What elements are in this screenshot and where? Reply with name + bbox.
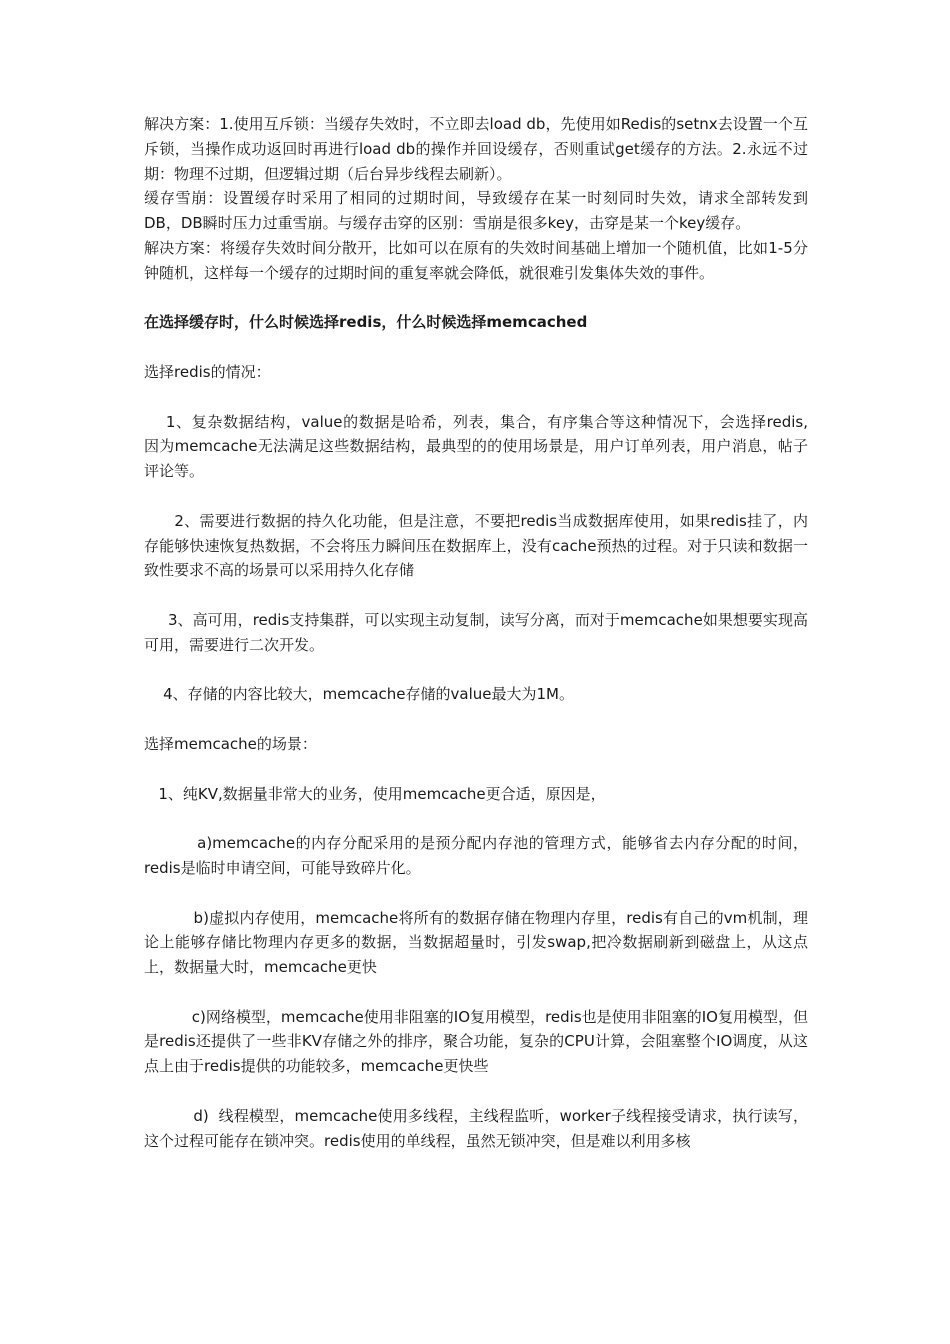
spacer (144, 881, 808, 906)
redis-reason-3: 3、高可用，redis支持集群，可以实现主动复制，读写分离，而对于memcache如果想要实现高可用，需要进行二次开发。 (144, 610, 808, 654)
spacer (144, 484, 808, 509)
redis-intro: 选择redis的情况： (144, 362, 271, 381)
paragraph-solution-mutex: 解决方案：1.使用互斥锁：当缓存失效时，不立即去load db，先使用如Redis的setnx去设置一个互斥锁，当操作成功返回时再进行load db的操作并回设缓存，否则重试get缓存的方法。2.永远不过期：物理不过期，但逻辑过期（后台异步线程去刷新）。 (144, 115, 808, 183)
paragraph-cache-avalanche: 缓存雪崩：设置缓存时采用了相同的过期时间，导致缓存在某一时刻同时失效，请求全部转发到DB，DB瞬时压力过重雪崩。与缓存击穿的区别：雪崩是很多key，击穿是某一个key缓存。 (144, 189, 808, 233)
spacer (144, 335, 808, 360)
memcache-reason-c: c)网络模型，memcache使用非阻塞的IO复用模型，redis也是使用非阻塞的IO复用模型，但是redis还提供了一些非KV存储之外的排序，聚合功能，复杂的CPU计算，会阻塞整个IO调度，从这点上由于redis提供的功能较多，memcache更快些 (144, 1007, 808, 1076)
spacer (144, 757, 808, 782)
spacer (144, 658, 808, 683)
spacer (144, 707, 808, 732)
redis-reason-2: 2、需要进行数据的持久化功能，但是注意，不要把redis当成数据库使用，如果redis挂了，内存能够快速恢复热数据，不会将压力瞬间压在数据库上，没有cache预热的过程。对于只读和数据一致性要求不高的场景可以采用持久化存储 (144, 511, 809, 580)
section-heading: 在选择缓存时，什么时候选择redis，什么时候选择memcached (144, 313, 588, 332)
memcache-reason-b: b)虚拟内存使用，memcache将所有的数据存储在物理内存里，redis有自己的vm机制，理论上能够存储比物理内存更多的数据，当数据超量时，引发swap,把冷数据刷新到磁盘上，从这点上，数据量大时，memcache更快 (144, 908, 808, 977)
spacer (144, 583, 808, 608)
redis-reason-4: 4、存储的内容比较大，memcache存储的value最大为1M。 (144, 685, 574, 704)
spacer (144, 286, 808, 311)
memcache-reason-a: a)memcache的内存分配采用的是预分配内存池的管理方式，能够省去内存分配的时间，redis是临时申请空间，可能导致碎片化。 (144, 834, 808, 877)
spacer (144, 1079, 808, 1104)
memcache-reason-1: 1、纯KV,数据量非常大的业务，使用memcache更合适，原因是， (144, 784, 606, 803)
spacer (144, 980, 808, 1005)
memcache-reason-d: d) 线程模型，memcache使用多线程，主线程监听，worker子线程接受请求，执行读写，这个过程可能存在锁冲突。redis使用的单线程，虽然无锁冲突，但是难以利用多核 (144, 1106, 809, 1150)
document-body (144, 112, 832, 1153)
spacer (144, 385, 808, 410)
paragraph-solution-random-expiry: 解决方案：将缓存失效时间分散开，比如可以在原有的失效时间基础上增加一个随机值，比如1-5分钟随机，这样每一个缓存的过期时间的重复率就会降低，就很难引发集体失效的事件。 (144, 238, 808, 282)
redis-reason-1: 1、复杂数据结构，value的数据是哈希，列表，集合，有序集合等这种情况下，会选择redis, 因为memcache无法满足这些数据结构，最典型的的使用场景是，用户订单列表，用户消息，帖子评论等。 (144, 412, 832, 481)
spacer (144, 806, 808, 831)
memcache-intro: 选择memcache的场景： (144, 734, 317, 753)
